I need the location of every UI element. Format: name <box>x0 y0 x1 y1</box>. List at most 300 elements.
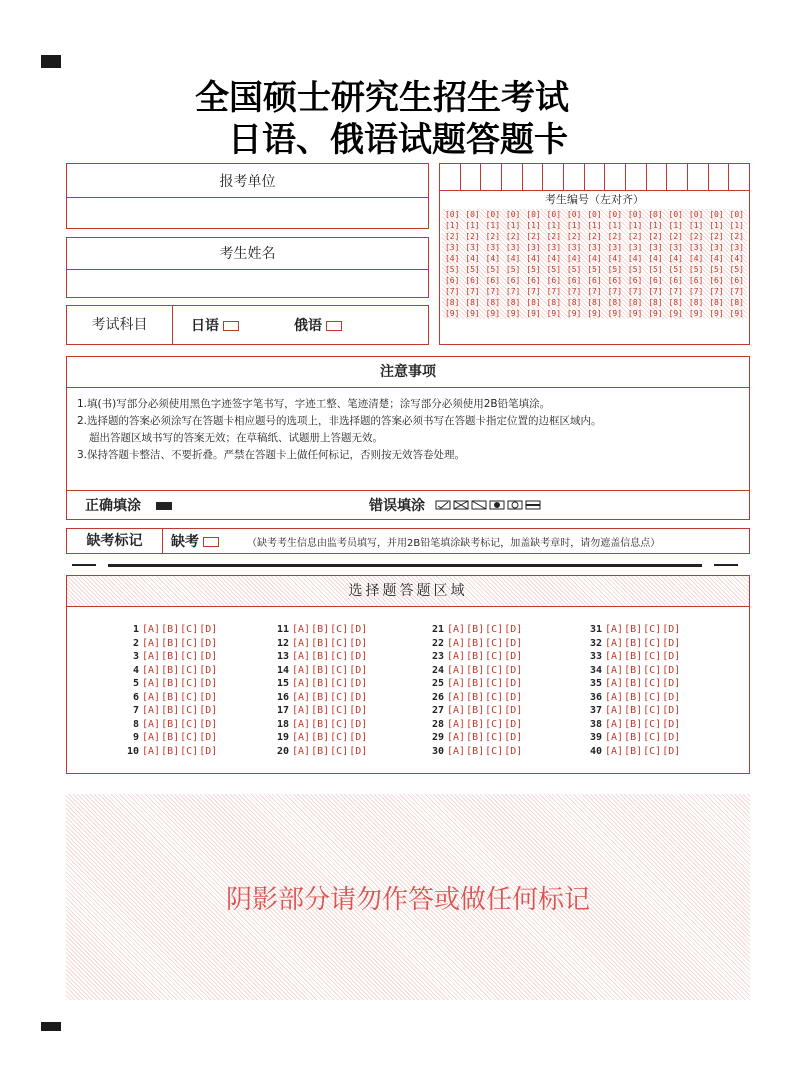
choice-option-bubble[interactable]: [A] <box>447 691 466 703</box>
choice-option-bubble[interactable]: [D] <box>199 651 218 662</box>
exam-number-bubble[interactable]: [4] <box>546 254 562 263</box>
choice-option-bubble[interactable]: [D] <box>199 705 218 716</box>
exam-number-bubble[interactable]: [7] <box>465 287 480 296</box>
choice-option-bubble[interactable]: [C] <box>643 678 662 689</box>
exam-number-write-cell[interactable] <box>461 164 482 190</box>
exam-number-bubble[interactable]: [3] <box>668 243 683 252</box>
choice-option-bubble[interactable]: [D] <box>349 718 368 730</box>
exam-number-bubble[interactable]: [2] <box>668 232 683 241</box>
exam-number-bubble[interactable]: [0] <box>709 210 724 219</box>
exam-number-bubble[interactable]: [6] <box>709 276 724 285</box>
choice-option-bubble[interactable]: [C] <box>180 745 199 757</box>
choice-option-bubble[interactable]: [A] <box>142 664 161 676</box>
choice-option-bubble[interactable]: [A] <box>142 718 161 730</box>
choice-option-bubble[interactable]: [B] <box>161 732 180 743</box>
choice-option-bubble[interactable]: [D] <box>504 718 523 730</box>
choice-option-bubble[interactable]: [B] <box>311 718 330 730</box>
exam-number-bubble[interactable]: [8] <box>729 298 744 307</box>
exam-number-bubble[interactable]: [9] <box>546 309 562 318</box>
exam-number-write-cell[interactable] <box>543 164 564 190</box>
exam-number-bubble[interactable]: [3] <box>526 243 541 252</box>
choice-option-bubble[interactable]: [D] <box>504 732 523 743</box>
exam-number-bubble[interactable]: [5] <box>729 265 744 274</box>
choice-option-bubble[interactable]: [C] <box>485 624 504 635</box>
choice-option-bubble[interactable]: [C] <box>643 637 662 649</box>
choice-option-bubble[interactable]: [A] <box>605 705 624 716</box>
choice-option-bubble[interactable]: [D] <box>199 637 218 649</box>
choice-option-bubble[interactable]: [B] <box>466 651 485 662</box>
exam-number-bubble[interactable]: [4] <box>627 254 643 263</box>
exam-number-write-cell[interactable] <box>440 164 461 190</box>
choice-option-bubble[interactable]: [C] <box>485 637 504 649</box>
choice-option-bubble[interactable]: [C] <box>330 624 349 635</box>
choice-option-bubble[interactable]: [D] <box>504 664 523 676</box>
exam-number-bubble[interactable]: [7] <box>526 287 541 296</box>
exam-number-bubble[interactable]: [6] <box>526 276 541 285</box>
exam-number-bubble[interactable]: [5] <box>465 265 480 274</box>
exam-number-bubble[interactable]: [3] <box>587 243 602 252</box>
exam-number-bubble[interactable]: [9] <box>607 309 623 318</box>
choice-option-bubble[interactable]: [B] <box>311 651 330 662</box>
choice-option-bubble[interactable]: [B] <box>161 624 180 635</box>
choice-option-bubble[interactable]: [B] <box>161 678 180 689</box>
exam-number-bubble[interactable]: [7] <box>587 287 602 296</box>
choice-option-bubble[interactable]: [C] <box>485 732 504 743</box>
choice-option-bubble[interactable]: [D] <box>349 664 368 676</box>
exam-number-bubble[interactable]: [1] <box>648 221 663 230</box>
choice-option-bubble[interactable]: [A] <box>447 732 466 743</box>
exam-number-bubble[interactable]: [7] <box>729 287 744 296</box>
choice-option-bubble[interactable]: [C] <box>643 718 662 730</box>
exam-number-bubble[interactable]: [4] <box>607 254 623 263</box>
choice-option-bubble[interactable]: [C] <box>330 678 349 689</box>
exam-number-write-cells[interactable] <box>440 164 749 191</box>
choice-option-bubble[interactable]: [A] <box>292 678 311 689</box>
choice-option-bubble[interactable]: [C] <box>330 732 349 743</box>
choice-option-bubble[interactable]: [A] <box>292 705 311 716</box>
choice-option-bubble[interactable]: [A] <box>142 732 161 743</box>
exam-number-bubble[interactable]: [6] <box>546 276 562 285</box>
exam-number-bubble[interactable]: [9] <box>505 309 521 318</box>
exam-number-bubble[interactable]: [6] <box>648 276 663 285</box>
choice-option-bubble[interactable]: [A] <box>142 678 161 689</box>
choice-option-bubble[interactable]: [B] <box>466 718 485 730</box>
choice-option-bubble[interactable]: [A] <box>142 637 161 649</box>
choice-option-bubble[interactable]: [B] <box>161 664 180 676</box>
exam-number-bubble[interactable]: [1] <box>607 221 623 230</box>
choice-option-bubble[interactable]: [D] <box>349 637 368 649</box>
exam-number-bubble[interactable]: [4] <box>526 254 541 263</box>
choice-option-bubble[interactable]: [B] <box>466 691 485 703</box>
exam-number-bubble[interactable]: [3] <box>709 243 724 252</box>
unit-field[interactable] <box>66 163 429 229</box>
exam-number-bubble[interactable]: [2] <box>505 232 521 241</box>
choice-option-bubble[interactable]: [A] <box>605 745 624 757</box>
choice-option-bubble[interactable]: [A] <box>292 745 311 757</box>
choice-option-bubble[interactable]: [A] <box>605 732 624 743</box>
exam-number-bubble[interactable]: [1] <box>526 221 541 230</box>
choice-option-bubble[interactable]: [C] <box>180 691 199 703</box>
choice-option-bubble[interactable]: [D] <box>662 718 681 730</box>
choice-option-bubble[interactable]: [A] <box>292 651 311 662</box>
exam-number-bubble[interactable]: [2] <box>587 232 602 241</box>
choice-option-bubble[interactable]: [B] <box>161 637 180 649</box>
exam-number-write-cell[interactable] <box>605 164 626 190</box>
exam-number-bubble[interactable]: [6] <box>566 276 582 285</box>
choice-option-bubble[interactable]: [B] <box>311 637 330 649</box>
choice-option-bubble[interactable]: [D] <box>349 651 368 662</box>
choice-option-bubble[interactable]: [C] <box>180 664 199 676</box>
exam-number-write-cell[interactable] <box>647 164 668 190</box>
exam-number-bubble[interactable]: [5] <box>648 265 663 274</box>
choice-option-bubble[interactable]: [D] <box>199 745 218 757</box>
exam-number-bubble[interactable]: [2] <box>526 232 541 241</box>
choice-option-bubble[interactable]: [C] <box>485 745 504 757</box>
exam-number-bubble[interactable]: [8] <box>709 298 724 307</box>
exam-number-bubble[interactable]: [7] <box>546 287 562 296</box>
choice-option-bubble[interactable]: [C] <box>180 637 199 649</box>
choice-option-bubble[interactable]: [B] <box>624 624 643 635</box>
exam-number-bubble[interactable]: [1] <box>465 221 480 230</box>
exam-number-bubble[interactable]: [2] <box>485 232 501 241</box>
choice-option-bubble[interactable]: [C] <box>643 624 662 635</box>
exam-number-bubble[interactable]: [3] <box>688 243 704 252</box>
choice-option-bubble[interactable]: [D] <box>504 637 523 649</box>
exam-number-bubble[interactable]: [7] <box>607 287 623 296</box>
choice-option-bubble[interactable]: [C] <box>485 651 504 662</box>
choice-option-bubble[interactable]: [A] <box>142 691 161 703</box>
exam-number-bubble[interactable]: [7] <box>709 287 724 296</box>
exam-number-bubble[interactable]: [4] <box>566 254 582 263</box>
exam-number-bubble[interactable]: [4] <box>668 254 683 263</box>
choice-option-bubble[interactable]: [C] <box>180 732 199 743</box>
choice-option-bubble[interactable]: [B] <box>161 651 180 662</box>
exam-number-bubble[interactable]: [1] <box>688 221 704 230</box>
exam-number-bubble[interactable]: [6] <box>505 276 521 285</box>
choice-option-bubble[interactable]: [A] <box>447 678 466 689</box>
choice-option-bubble[interactable]: [A] <box>292 624 311 635</box>
choice-option-bubble[interactable]: [D] <box>199 678 218 689</box>
choice-option-bubble[interactable]: [D] <box>662 691 681 703</box>
choice-option-bubble[interactable]: [B] <box>311 624 330 635</box>
choice-option-bubble[interactable]: [C] <box>330 691 349 703</box>
exam-number-bubble[interactable]: [5] <box>587 265 602 274</box>
choice-option-bubble[interactable]: [C] <box>485 664 504 676</box>
exam-number-bubble[interactable]: [0] <box>505 210 521 219</box>
absence-option[interactable] <box>171 531 219 551</box>
choice-option-bubble[interactable]: [B] <box>624 651 643 662</box>
exam-number-bubble[interactable]: [6] <box>627 276 643 285</box>
choice-option-bubble[interactable]: [B] <box>466 745 485 757</box>
exam-number-bubble[interactable]: [1] <box>627 221 643 230</box>
exam-number-bubble[interactable]: [8] <box>505 298 521 307</box>
exam-number-bubble[interactable]: [6] <box>485 276 501 285</box>
choice-option-bubble[interactable]: [C] <box>330 637 349 649</box>
choice-option-bubble[interactable]: [A] <box>605 624 624 635</box>
exam-number-bubble[interactable]: [2] <box>465 232 480 241</box>
exam-number-bubble[interactable]: [6] <box>587 276 602 285</box>
choice-option-bubble[interactable]: [B] <box>624 718 643 730</box>
choice-option-bubble[interactable]: [C] <box>485 691 504 703</box>
exam-number-bubble[interactable]: [6] <box>729 276 744 285</box>
exam-number-bubble[interactable]: [4] <box>709 254 724 263</box>
choice-option-bubble[interactable]: [B] <box>624 705 643 716</box>
exam-number-bubble[interactable]: [8] <box>587 298 602 307</box>
exam-number-bubble[interactable]: [5] <box>526 265 541 274</box>
exam-number-bubble[interactable]: [7] <box>648 287 663 296</box>
exam-number-bubble[interactable]: [7] <box>566 287 582 296</box>
exam-number-bubble[interactable]: [1] <box>587 221 602 230</box>
choice-option-bubble[interactable]: [B] <box>624 664 643 676</box>
exam-number-bubble[interactable]: [4] <box>465 254 480 263</box>
exam-number-bubble[interactable]: [9] <box>729 309 744 318</box>
choice-option-bubble[interactable]: [D] <box>662 664 681 676</box>
choice-option-bubble[interactable]: [D] <box>199 732 218 743</box>
exam-number-bubble[interactable]: [5] <box>485 265 501 274</box>
exam-number-write-cell[interactable] <box>523 164 544 190</box>
choice-option-bubble[interactable]: [A] <box>605 678 624 689</box>
exam-number-bubble[interactable]: [3] <box>729 243 744 252</box>
exam-number-bubble[interactable]: [9] <box>587 309 602 318</box>
choice-option-bubble[interactable]: [A] <box>292 691 311 703</box>
exam-number-bubble[interactable]: [8] <box>485 298 501 307</box>
exam-number-bubble[interactable]: [8] <box>546 298 562 307</box>
exam-number-write-cell[interactable] <box>585 164 606 190</box>
exam-number-bubble[interactable]: [1] <box>668 221 683 230</box>
choice-option-bubble[interactable]: [D] <box>662 745 681 757</box>
choice-option-bubble[interactable]: [D] <box>662 678 681 689</box>
exam-number-bubble[interactable]: [2] <box>607 232 623 241</box>
choice-option-bubble[interactable]: [A] <box>292 732 311 743</box>
choice-option-bubble[interactable]: [C] <box>330 718 349 730</box>
exam-number-bubble[interactable]: [4] <box>648 254 663 263</box>
exam-number-bubble[interactable]: [0] <box>648 210 663 219</box>
exam-number-bubble[interactable]: [3] <box>444 243 460 252</box>
choice-option-bubble[interactable]: [C] <box>643 664 662 676</box>
choice-option-bubble[interactable]: [A] <box>292 637 311 649</box>
choice-option-bubble[interactable]: [B] <box>311 664 330 676</box>
exam-number-bubble[interactable]: [9] <box>444 309 460 318</box>
exam-number-bubble[interactable]: [6] <box>444 276 460 285</box>
exam-number-bubble[interactable]: [7] <box>444 287 460 296</box>
russian-checkbox[interactable] <box>326 321 342 331</box>
choice-option-bubble[interactable]: [A] <box>292 718 311 730</box>
exam-number-bubble[interactable]: [1] <box>546 221 562 230</box>
choice-option-bubble[interactable]: [B] <box>624 745 643 757</box>
choice-option-bubble[interactable]: [C] <box>485 705 504 716</box>
exam-number-bubble[interactable]: [8] <box>688 298 704 307</box>
exam-number-bubble[interactable]: [8] <box>668 298 683 307</box>
choice-option-bubble[interactable]: [C] <box>643 651 662 662</box>
choice-option-bubble[interactable]: [A] <box>447 664 466 676</box>
choice-option-bubble[interactable]: [D] <box>504 651 523 662</box>
choice-option-bubble[interactable]: [A] <box>142 651 161 662</box>
exam-number-bubble[interactable]: [5] <box>505 265 521 274</box>
exam-number-bubble[interactable]: [9] <box>648 309 663 318</box>
choice-option-bubble[interactable]: [D] <box>349 678 368 689</box>
exam-number-bubble[interactable]: [2] <box>688 232 704 241</box>
exam-number-bubble[interactable]: [8] <box>648 298 663 307</box>
choice-option-bubble[interactable]: [D] <box>662 651 681 662</box>
choice-option-bubble[interactable]: [A] <box>605 637 624 649</box>
exam-number-bubble[interactable]: [2] <box>648 232 663 241</box>
exam-number-bubble[interactable]: [0] <box>627 210 643 219</box>
exam-number-bubble[interactable]: [4] <box>729 254 744 263</box>
exam-number-bubble[interactable]: [8] <box>526 298 541 307</box>
exam-number-bubble[interactable]: [0] <box>465 210 480 219</box>
exam-number-bubble[interactable]: [2] <box>627 232 643 241</box>
choice-option-bubble[interactable]: [C] <box>330 705 349 716</box>
exam-number-bubble[interactable]: [6] <box>688 276 704 285</box>
choice-option-bubble[interactable]: [C] <box>485 718 504 730</box>
exam-number-bubble[interactable]: [0] <box>688 210 704 219</box>
exam-number-bubble[interactable]: [9] <box>485 309 501 318</box>
exam-number-bubble[interactable]: [3] <box>485 243 501 252</box>
exam-number-bubble[interactable]: [1] <box>485 221 501 230</box>
exam-number-bubble[interactable]: [9] <box>709 309 724 318</box>
choice-option-bubble[interactable]: [A] <box>447 624 466 635</box>
exam-number-bubble[interactable]: [0] <box>526 210 541 219</box>
exam-number-bubble[interactable]: [2] <box>709 232 724 241</box>
japanese-checkbox[interactable] <box>223 321 239 331</box>
exam-number-bubble[interactable]: [5] <box>709 265 724 274</box>
choice-option-bubble[interactable]: [C] <box>643 745 662 757</box>
exam-number-bubble[interactable]: [5] <box>668 265 683 274</box>
exam-number-bubble[interactable]: [3] <box>607 243 623 252</box>
exam-number-bubble[interactable]: [4] <box>505 254 521 263</box>
choice-option-bubble[interactable]: [D] <box>504 678 523 689</box>
exam-number-write-cell[interactable] <box>729 164 749 190</box>
choice-option-bubble[interactable]: [D] <box>662 732 681 743</box>
choice-option-bubble[interactable]: [A] <box>447 637 466 649</box>
exam-number-bubble[interactable]: [5] <box>607 265 623 274</box>
choice-option-bubble[interactable]: [B] <box>466 637 485 649</box>
choice-option-bubble[interactable]: [D] <box>199 691 218 703</box>
exam-number-bubble[interactable]: [8] <box>627 298 643 307</box>
exam-number-bubble[interactable]: [1] <box>505 221 521 230</box>
choice-option-bubble[interactable]: [C] <box>330 745 349 757</box>
choice-option-bubble[interactable]: [B] <box>624 678 643 689</box>
exam-number-bubble[interactable]: [2] <box>729 232 744 241</box>
exam-number-write-cell[interactable] <box>564 164 585 190</box>
exam-number-write-cell[interactable] <box>667 164 688 190</box>
exam-number-bubble[interactable]: [9] <box>566 309 582 318</box>
exam-number-bubble[interactable]: [9] <box>668 309 683 318</box>
choice-option-bubble[interactable]: [D] <box>349 732 368 743</box>
exam-number-write-cell[interactable] <box>481 164 502 190</box>
exam-number-write-cell[interactable] <box>502 164 523 190</box>
exam-number-bubble[interactable]: [9] <box>688 309 704 318</box>
exam-number-write-cell[interactable] <box>709 164 730 190</box>
choice-option-bubble[interactable]: [C] <box>180 718 199 730</box>
choice-option-bubble[interactable]: [B] <box>161 718 180 730</box>
choice-option-bubble[interactable]: [C] <box>485 678 504 689</box>
choice-option-bubble[interactable]: [B] <box>624 691 643 703</box>
choice-option-bubble[interactable]: [A] <box>142 624 161 635</box>
exam-number-bubble[interactable]: [6] <box>465 276 480 285</box>
choice-option-bubble[interactable]: [B] <box>161 705 180 716</box>
choice-option-bubble[interactable]: [D] <box>199 664 218 676</box>
exam-number-bubble[interactable]: [0] <box>607 210 623 219</box>
choice-option-bubble[interactable]: [C] <box>180 705 199 716</box>
name-field[interactable] <box>66 237 429 298</box>
choice-option-bubble[interactable]: [B] <box>466 678 485 689</box>
exam-number-bubble[interactable]: [4] <box>688 254 704 263</box>
choice-option-bubble[interactable]: [B] <box>311 745 330 757</box>
exam-number-bubble[interactable]: [0] <box>485 210 501 219</box>
choice-option-bubble[interactable]: [B] <box>466 664 485 676</box>
choice-option-bubble[interactable]: [A] <box>142 705 161 716</box>
exam-number-bubble[interactable]: [3] <box>566 243 582 252</box>
choice-option-bubble[interactable]: [B] <box>466 732 485 743</box>
choice-option-bubble[interactable]: [D] <box>662 637 681 649</box>
choice-option-bubble[interactable]: [C] <box>330 664 349 676</box>
exam-number-bubble[interactable]: [6] <box>607 276 623 285</box>
exam-number-bubble[interactable]: [6] <box>668 276 683 285</box>
choice-option-bubble[interactable]: [D] <box>349 745 368 757</box>
exam-number-bubble[interactable]: [1] <box>566 221 582 230</box>
choice-option-bubble[interactable]: [B] <box>311 678 330 689</box>
choice-option-bubble[interactable]: [A] <box>605 691 624 703</box>
choice-option-bubble[interactable]: [D] <box>349 691 368 703</box>
choice-option-bubble[interactable]: [D] <box>504 705 523 716</box>
exam-number-bubble[interactable]: [1] <box>444 221 460 230</box>
exam-number-bubble[interactable]: [8] <box>465 298 480 307</box>
absence-checkbox[interactable] <box>203 537 219 547</box>
exam-number-bubble[interactable]: [2] <box>566 232 582 241</box>
exam-number-bubble[interactable]: [8] <box>444 298 460 307</box>
choice-option-bubble[interactable]: [C] <box>330 651 349 662</box>
choice-option-bubble[interactable]: [C] <box>643 691 662 703</box>
exam-number-bubble[interactable]: [5] <box>566 265 582 274</box>
choice-option-bubble[interactable]: [B] <box>311 705 330 716</box>
exam-number-bubble[interactable]: [8] <box>607 298 623 307</box>
exam-number-bubble[interactable]: [0] <box>587 210 602 219</box>
exam-number-bubble[interactable]: [3] <box>465 243 480 252</box>
choice-option-bubble[interactable]: [D] <box>349 705 368 716</box>
choice-option-bubble[interactable]: [D] <box>349 624 368 635</box>
exam-number-bubble[interactable]: [3] <box>648 243 663 252</box>
choice-option-bubble[interactable]: [B] <box>311 691 330 703</box>
choice-option-bubble[interactable]: [D] <box>199 718 218 730</box>
choice-option-bubble[interactable]: [A] <box>447 718 466 730</box>
choice-option-bubble[interactable]: [C] <box>180 651 199 662</box>
choice-option-bubble[interactable]: [D] <box>662 705 681 716</box>
choice-option-bubble[interactable]: [C] <box>643 705 662 716</box>
exam-number-bubble[interactable]: [0] <box>566 210 582 219</box>
exam-number-bubble[interactable]: [7] <box>688 287 704 296</box>
subject-option-japanese[interactable] <box>191 315 239 335</box>
choice-option-bubble[interactable]: [A] <box>447 651 466 662</box>
exam-number-bubble[interactable]: [4] <box>485 254 501 263</box>
exam-number-bubble[interactable]: [7] <box>627 287 643 296</box>
choice-option-bubble[interactable]: [A] <box>142 745 161 757</box>
exam-number-bubble[interactable]: [3] <box>546 243 562 252</box>
exam-number-bubble[interactable]: [0] <box>546 210 562 219</box>
exam-number-bubble[interactable]: [7] <box>505 287 521 296</box>
choice-option-bubble[interactable]: [B] <box>311 732 330 743</box>
exam-number-bubble[interactable]: [2] <box>546 232 562 241</box>
choice-option-bubble[interactable]: [B] <box>466 624 485 635</box>
exam-number-bubble[interactable]: [8] <box>566 298 582 307</box>
exam-number-bubbles[interactable] <box>442 209 747 319</box>
choice-option-bubble[interactable]: [A] <box>292 664 311 676</box>
exam-number-write-cell[interactable] <box>688 164 709 190</box>
choice-option-bubble[interactable]: [C] <box>180 624 199 635</box>
choice-option-bubble[interactable]: [B] <box>624 637 643 649</box>
exam-number-bubble[interactable]: [7] <box>485 287 501 296</box>
choice-option-bubble[interactable]: [D] <box>504 691 523 703</box>
